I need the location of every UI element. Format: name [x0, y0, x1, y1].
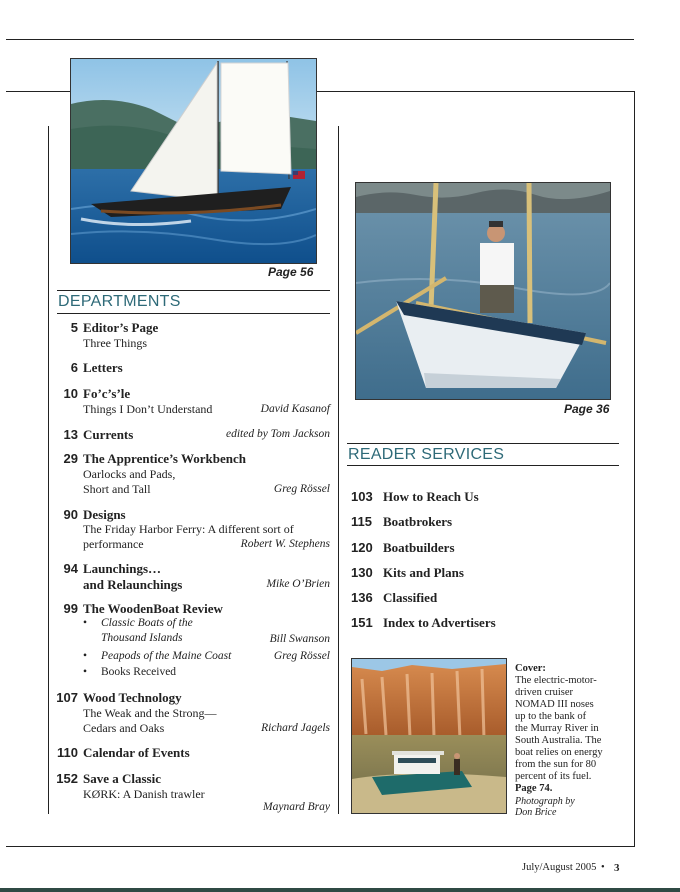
review-item-title-line2: Thousand Islands: [101, 632, 183, 644]
review-item-title: Classic Boats of the: [101, 617, 193, 629]
entry-page-number: 152: [56, 771, 78, 786]
entry-title: Save a Classic: [83, 771, 161, 786]
entry-title: Letters: [83, 360, 123, 375]
entry-page-number: 13: [63, 427, 78, 442]
entry-subtitle-line2: performance: [83, 537, 144, 551]
entry-subtitle-line2: Short and Tall: [83, 482, 151, 496]
cover-caption-line: from the sun for 80: [515, 759, 597, 770]
cover-caption-line: driven cruiser: [515, 687, 574, 698]
service-title: Index to Advertisers: [383, 615, 496, 630]
cover-caption-line: up to the bank of: [515, 711, 587, 722]
entry-page-number: 5: [70, 320, 78, 335]
cover-label: Cover:: [515, 663, 546, 674]
review-item-title: Peapods of the Maine Coast: [101, 650, 232, 662]
entry-page-number: 107: [56, 690, 78, 705]
entry-page-number: 110: [57, 745, 78, 760]
center-column-rule: [338, 126, 339, 814]
review-item-author: Greg Rössel: [273, 650, 330, 662]
entry-author: Maynard Bray: [263, 801, 330, 813]
entry-page-number: 94: [63, 561, 78, 576]
cover-caption: [515, 663, 625, 823]
service-title: Kits and Plans: [383, 565, 464, 580]
entry-page-number: 90: [63, 507, 78, 522]
service-page-number: 130: [351, 565, 373, 580]
entry-page-number: 29: [63, 451, 78, 466]
cover-photo: [351, 658, 507, 814]
entry-subtitle: Three Things: [83, 336, 148, 350]
cover-caption-line: NOMAD III noses: [515, 699, 594, 710]
entry-title: Wood Technology: [83, 690, 182, 705]
service-page-number: 151: [351, 615, 373, 630]
service-title: Boatbrokers: [383, 514, 453, 529]
entry-title: Fo’c’s’le: [83, 386, 131, 401]
cover-caption-line: boat relies on energy: [515, 747, 603, 758]
sailboat-photo-caption: Page 56: [268, 265, 314, 279]
service-title: Boatbuilders: [383, 540, 455, 555]
entry-title: The WoodenBoat Review: [83, 601, 223, 616]
entry-title: Currents: [83, 427, 134, 442]
entry-title: Editor’s Page: [83, 320, 159, 335]
entry-title: Launchings…: [83, 561, 162, 576]
rowboat-photo-caption: Page 36: [564, 402, 610, 416]
page-number: 3: [614, 862, 620, 874]
cover-credit-name: Don Brice: [515, 807, 557, 818]
entry-title: The Apprentice’s Workbench: [83, 451, 247, 466]
review-bullet-icon: •: [83, 617, 88, 629]
entry-author: Greg Rössel: [273, 483, 330, 495]
review-item-author: Bill Swanson: [269, 633, 330, 645]
departments-heading: DEPARTMENTS: [58, 293, 181, 310]
entry-subtitle: Oarlocks and Pads,: [83, 467, 176, 481]
service-page-number: 120: [351, 540, 373, 555]
entry-author: Richard Jagels: [261, 722, 330, 734]
entry-title: Designs: [83, 507, 126, 522]
cover-caption-line: the Murray River in: [515, 723, 599, 734]
entry-subtitle: Things I Don’t Understand: [83, 402, 213, 416]
entry-author: Robert W. Stephens: [240, 538, 330, 550]
entry-subtitle-line2: Cedars and Oaks: [83, 721, 165, 735]
departments-list: [45, 0, 330, 892]
footer-bullet: •: [601, 862, 605, 873]
entry-author: Mike O’Brien: [266, 578, 330, 590]
cover-credit: Photograph by: [515, 796, 575, 807]
review-item-title: Books Received: [101, 666, 177, 678]
entry-title-line2: and Relaunchings: [83, 577, 183, 592]
entry-subtitle: The Weak and the Strong—: [83, 706, 217, 720]
service-page-number: 136: [351, 590, 373, 605]
review-bullet-icon: •: [83, 650, 88, 662]
service-title: How to Reach Us: [383, 489, 479, 504]
entry-page-number: 10: [63, 386, 78, 401]
entry-subtitle: KØRK: A Danish trawler: [83, 787, 205, 801]
cover-caption-line: South Australia. The: [515, 735, 602, 746]
entry-page-number: 99: [63, 601, 78, 616]
cover-caption-line: The electric-motor-: [515, 675, 597, 686]
entry-title: Calendar of Events: [83, 745, 190, 760]
review-bullet-icon: •: [83, 666, 88, 678]
frame-right-rule: [634, 91, 635, 846]
reader-services-heading: READER SERVICES: [348, 446, 505, 463]
entry-subtitle: The Friday Harbor Ferry: A different sort of: [83, 522, 294, 536]
entry-author: edited by Tom Jackson: [225, 428, 330, 440]
service-page-number: 103: [351, 489, 373, 504]
entry-author: David Kasanof: [260, 403, 330, 415]
service-title: Classified: [383, 590, 438, 605]
issue-date: July/August 2005: [522, 862, 597, 873]
service-page-number: 115: [351, 514, 372, 529]
cover-caption-line: percent of its fuel.: [515, 771, 592, 782]
entry-page-number: 6: [70, 360, 78, 375]
cover-page-ref: Page 74.: [515, 783, 553, 794]
